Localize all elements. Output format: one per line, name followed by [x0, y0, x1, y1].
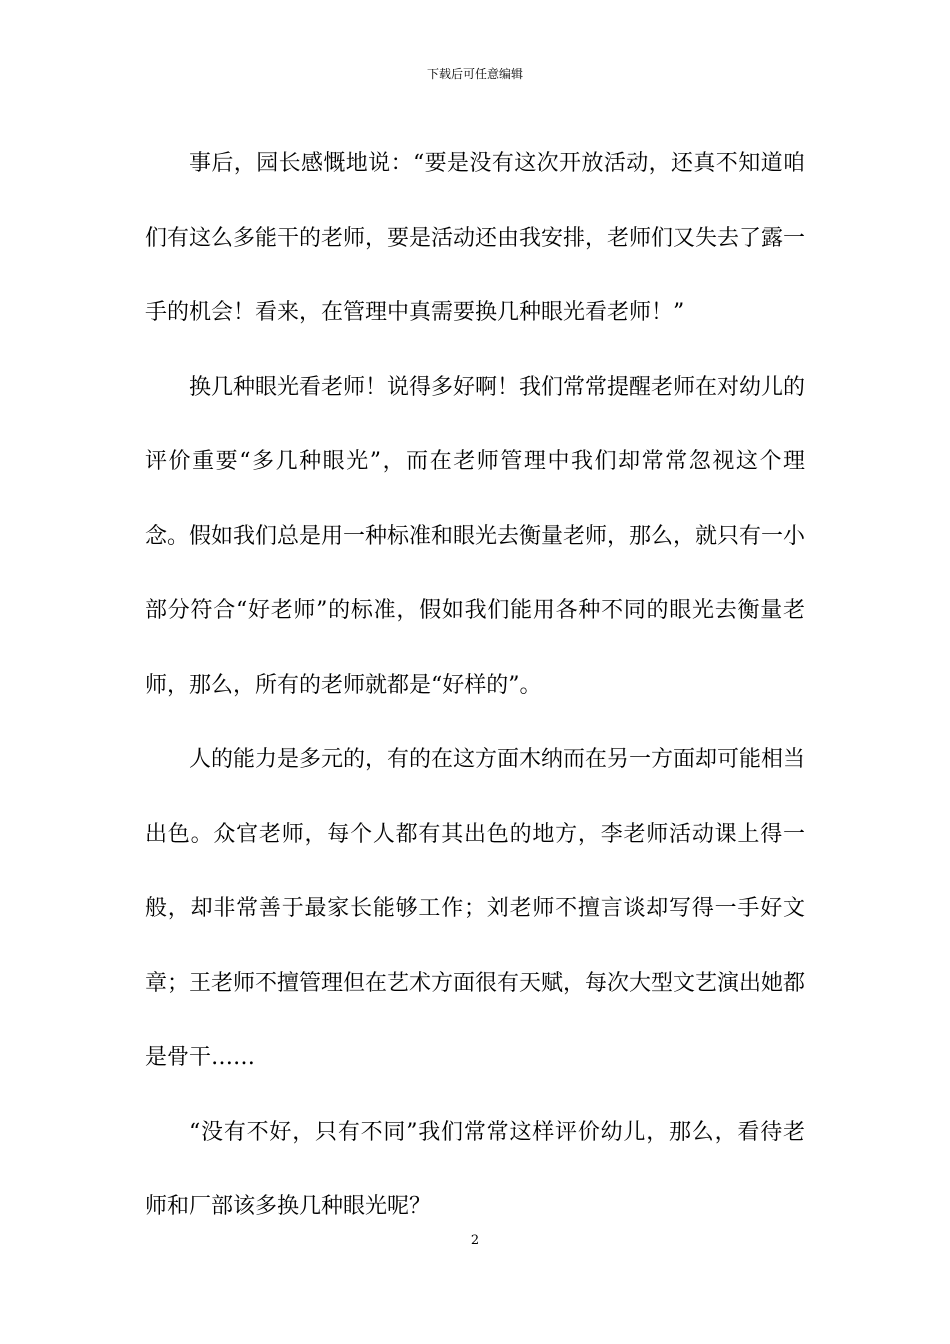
paragraph: 人的能力是多元的，有的在这方面木纳而在另一方面却可能相当出色。众官老师，每个人都有其出色的地方，李老师活动课上得一般，却非常善于最家长能够工作；刘老师不擅言谈却写得一手好文章；王老师不擅管理但在艺术方面很有天赋，每次大型文艺演出她都是骨干……	[145, 747, 806, 1070]
document-body	[145, 127, 805, 1245]
paragraph: 事后，园长感慨地说：“要是没有这次开放活动，还真不知道咱们有这么多能干的老师，要是活动还由我安排，老师们又失去了露一手的机会！看来，在管理中真需要换几种眼光看老师！”	[145, 151, 806, 325]
page-number: 2	[470, 1233, 480, 1248]
paragraph: “没有不好，只有不同”我们常常这样评价幼儿，那么，看待老师和厂部该多换几种眼光呢？	[145, 1119, 805, 1219]
paragraph: 换几种眼光看老师！说得多好啊！我们常常提醒老师在对幼儿的评价重要“多几种眼光”，而在老师管理中我们却常常忽视这个理念。假如我们总是用一种标准和眼光去衡量老师，那么，就只有一小部分符合“好老师”的标准，假如我们能用各种不同的眼光去衡量老师，那么，所有的老师就都是“好样的”。	[145, 374, 806, 698]
page-header: 下载后可任意编辑	[426, 67, 523, 81]
